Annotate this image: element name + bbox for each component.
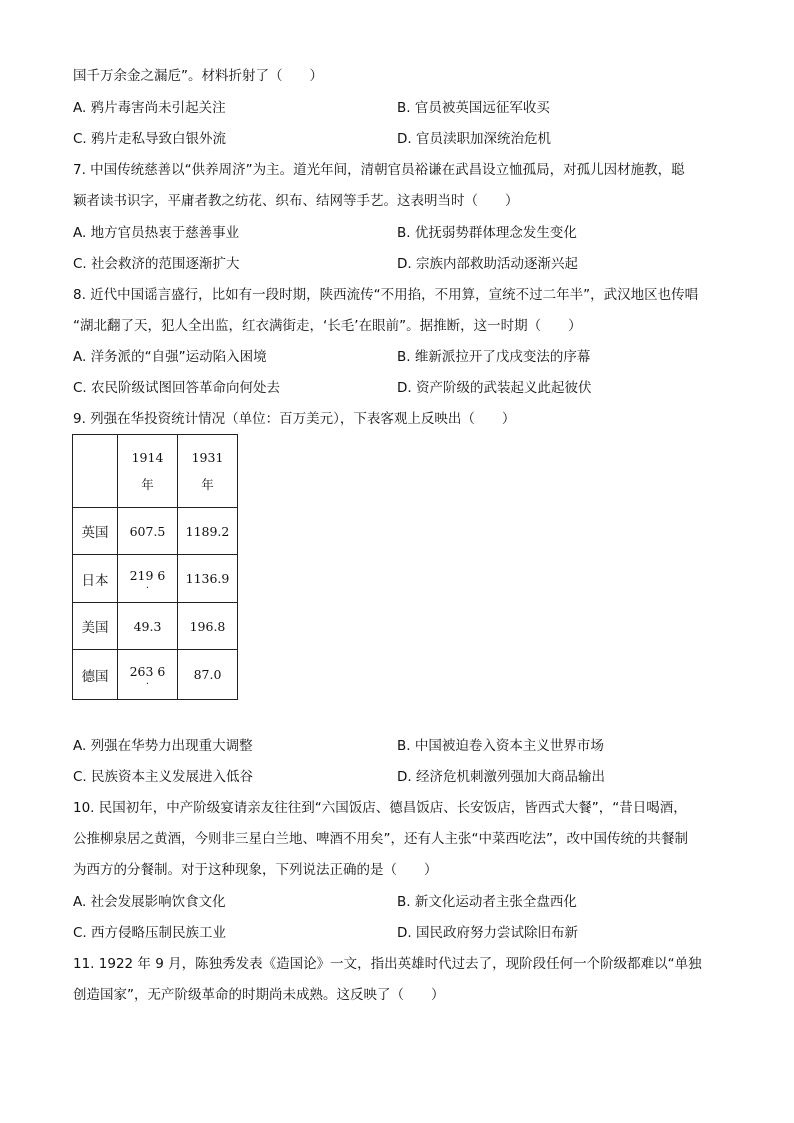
q9-option-a: A. 列强在华势力出现重大调整 xyxy=(73,738,253,754)
value-1914 xyxy=(118,603,178,650)
q7-stem-line2: 颖者读书识字，平庸者教之纺花、织布、结网等手艺。这表明当时（ ） xyxy=(73,193,519,209)
q10-stem-line3: 为西方的分餐制。对于这种现象，下列说法正确的是（ ） xyxy=(73,862,438,878)
table-row xyxy=(73,508,238,555)
q8-stem-line2: “湖北翻了天，犯人全出监，红衣满街走，‘长毛’在眼前”。据推断，这一时期（ ） xyxy=(73,318,582,334)
q9-option-b: B. 中国被迫卷入资本主义世界市场 xyxy=(397,738,604,754)
q7-option-c: C. 社会救济的范围逐渐扩大 xyxy=(73,256,240,272)
q6-option-d: D. 官员渎职加深统治危机 xyxy=(397,131,551,147)
q8-option-c: C. 农民阶级试图回答革命向何处去 xyxy=(73,380,281,396)
header-1914-unit: 年 xyxy=(141,476,154,492)
q6-option-b: B. 官员被英国远征军收买 xyxy=(397,100,550,116)
header-1914 xyxy=(118,435,178,508)
q7-option-d: D. 宗族内部救助活动逐渐兴起 xyxy=(397,256,578,272)
table-header-row xyxy=(73,435,238,508)
q10-option-c: C. 西方侵略压制民族工业 xyxy=(73,925,227,941)
value-1914-number: 607.5 xyxy=(129,523,166,539)
value-1914-dot: . xyxy=(145,580,150,591)
header-1914-year: 1914 xyxy=(131,449,164,465)
q8-option-d: D. 资产阶级的武装起义此起彼伏 xyxy=(397,380,592,396)
q11-stem-line1: 11. 1922 年 9 月，陈独秀发表《造国论》一文，指出英雄时代过去了，现阶段任何一个阶级都难以“单独 xyxy=(73,956,702,972)
q8-option-b: B. 维新派拉开了戊戌变法的序幕 xyxy=(397,349,591,365)
q6-option-c: C. 鸦片走私导致白银外流 xyxy=(73,131,227,147)
value-1931: 1189.2 xyxy=(178,508,238,555)
value-1914-number: 263 6 xyxy=(129,664,166,679)
row-country: 美国 xyxy=(73,603,118,650)
value-1931: 87.0 xyxy=(178,650,238,700)
q7-option-a: A. 地方官员热衷于慈善事业 xyxy=(73,225,240,241)
value-1914 xyxy=(118,508,178,555)
q9-stem: 9. 列强在华投资统计情况（单位：百万美元），下表客观上反映出（ ） xyxy=(73,411,516,427)
q7-stem-line1: 7. 中国传统慈善以“供养周济”为主。道光年间，清朝官员裕谦在武昌设立恤孤局，对孤儿因材施教，聪 xyxy=(73,162,685,178)
row-country: 德国 xyxy=(73,650,118,700)
value-1914-dot: . xyxy=(145,676,150,687)
value-1914 xyxy=(118,555,178,603)
q10-option-b: B. 新文化运动者主张全盘西化 xyxy=(397,894,577,910)
table-row xyxy=(73,603,238,650)
q10-stem-line1: 10. 民国初年，中产阶级宴请亲友往往到“六国饭店、德昌饭店、长安饭店，皆西式大餐”，“昔日喝酒， xyxy=(73,800,687,816)
value-1931: 1136.9 xyxy=(178,555,238,603)
header-1931-year: 1931 xyxy=(191,449,224,465)
q10-option-a: A. 社会发展影响饮食文化 xyxy=(73,894,226,910)
value-1931: 196.8 xyxy=(178,603,238,650)
table-corner-cell xyxy=(73,435,118,508)
header-1931 xyxy=(178,435,238,508)
value-1914-number: 49.3 xyxy=(133,618,162,634)
table-row xyxy=(73,650,238,700)
q11-stem-line2: 创造国家”，无产阶级革命的时期尚未成熟。这反映了（ ） xyxy=(73,987,445,1003)
q9-option-d: D. 经济危机刺激列强加大商品输出 xyxy=(397,769,605,785)
header-1931-unit: 年 xyxy=(201,476,214,492)
value-1914-number: 219 6 xyxy=(129,568,166,583)
q8-option-a: A. 洋务派的“自强”运动陷入困境 xyxy=(73,349,267,365)
q8-stem-line1: 8. 近代中国谣言盛行，比如有一段时期，陕西流传“不用掐，不用算，宣统不过二年半”，武汉地区也传唱 xyxy=(73,287,699,303)
row-country: 英国 xyxy=(73,508,118,555)
value-1914 xyxy=(118,650,178,700)
q9-option-c: C. 民族资本主义发展进入低谷 xyxy=(73,769,254,785)
table-row xyxy=(73,555,238,603)
q6-option-a: A. 鸦片毒害尚未引起关注 xyxy=(73,100,226,116)
q10-option-d: D. 国民政府努力尝试除旧布新 xyxy=(397,925,578,941)
q10-stem-line2: 公推柳泉居之黄酒，今则非三星白兰地、啤酒不用矣”，还有人主张“中菜西吃法”，改中国传统的共餐制 xyxy=(73,831,688,847)
q6-stem: 国千万余金之漏卮”。材料折射了（ ） xyxy=(73,68,323,84)
q7-option-b: B. 优抚弱势群体理念发生变化 xyxy=(397,225,577,241)
row-country: 日本 xyxy=(73,555,118,603)
investment-table xyxy=(72,434,238,700)
